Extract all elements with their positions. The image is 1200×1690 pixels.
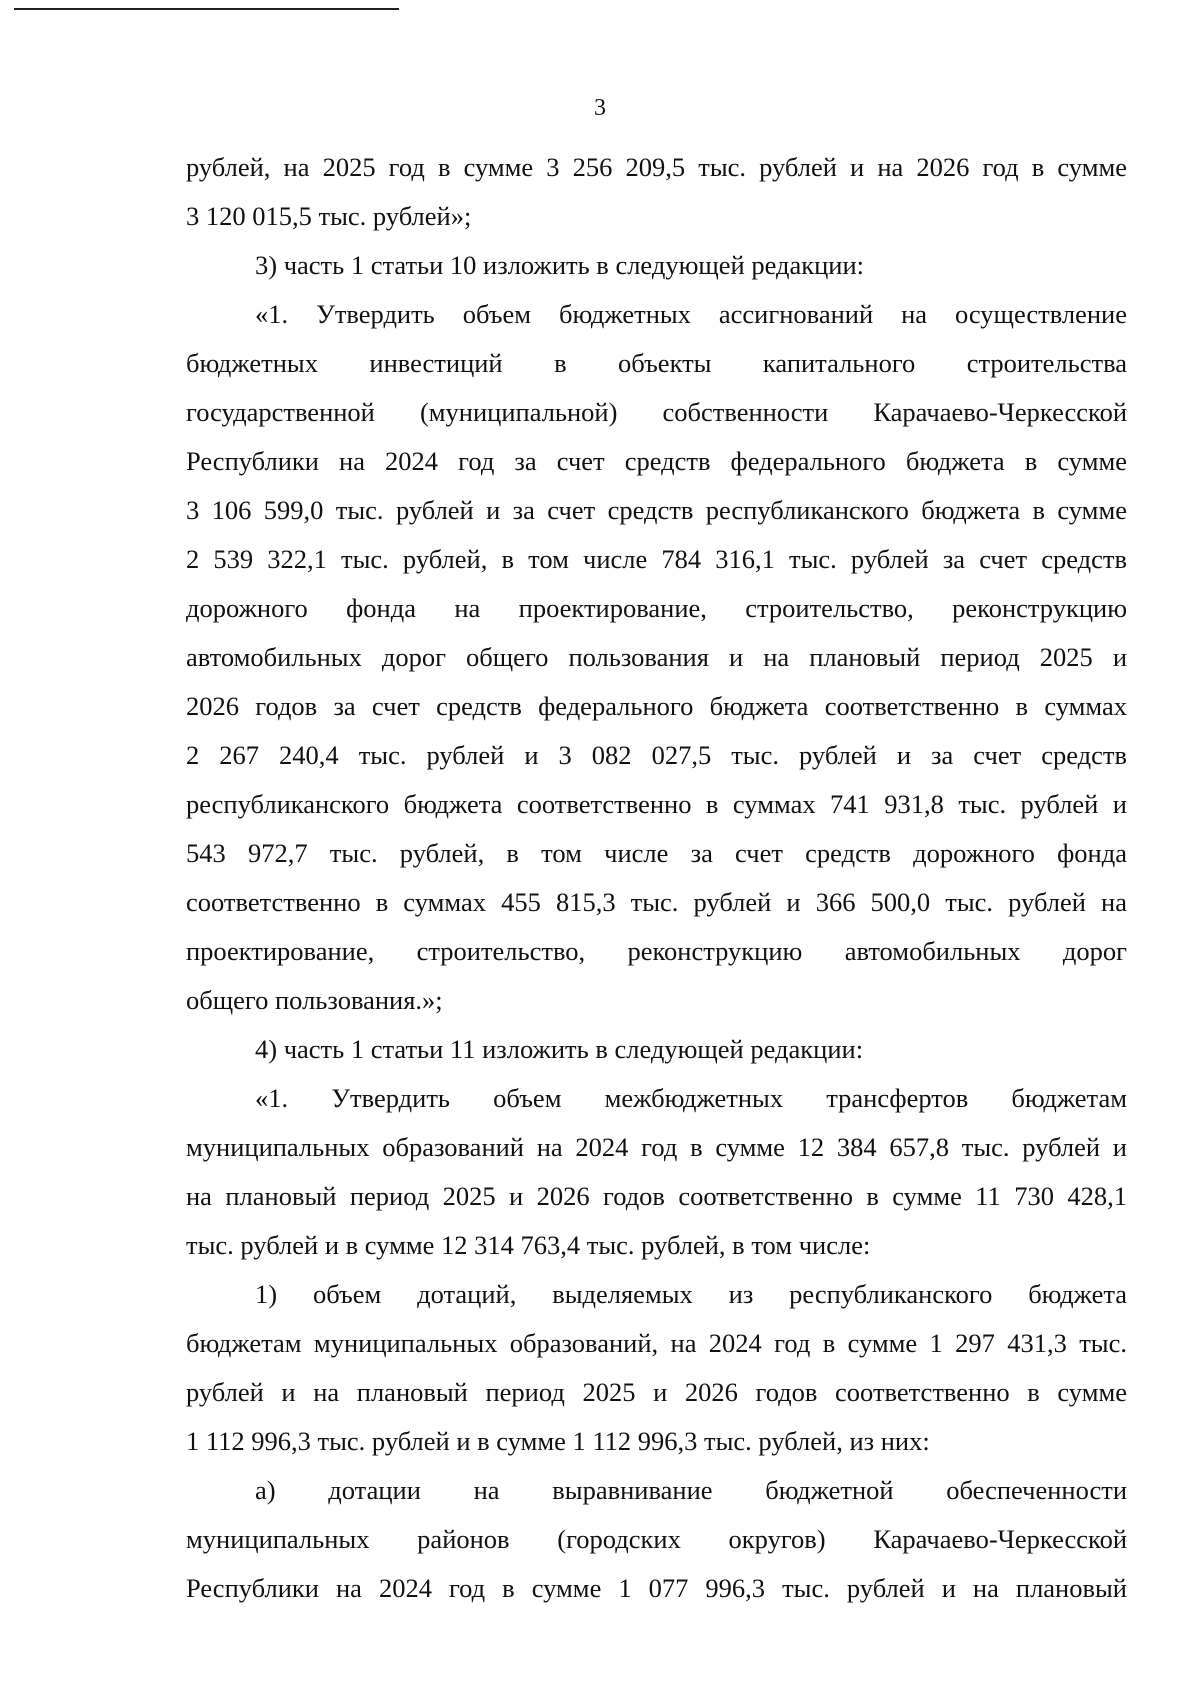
text-line: муниципальных районов (городских округов) Карачаево-Черкесской: [186, 1524, 1127, 1554]
text-line: государственной (муниципальной) собственности Карачаево-Черкесской: [186, 397, 1127, 427]
text-line: Республики на 2024 год в сумме 1 077 996,3 тыс. рублей и на плановый: [186, 1573, 1127, 1603]
text-line: 4) часть 1 статьи 11 изложить в следующей редакции:: [255, 1034, 864, 1064]
top-rule-line: [14, 8, 399, 10]
text-line: соответственно в суммах 455 815,3 тыс. рублей и 366 500,0 тыс. рублей на: [186, 887, 1127, 917]
text-line: рублей и на плановый период 2025 и 2026 годов соответственно в сумме: [186, 1377, 1127, 1407]
document-body: [186, 152, 1127, 1622]
text-line: на плановый период 2025 и 2026 годов соответственно в сумме 11 730 428,1: [186, 1181, 1127, 1211]
text-line: Республики на 2024 год за счет средств федерального бюджета в сумме: [186, 446, 1127, 476]
text-line: 2 539 322,1 тыс. рублей, в том числе 784 316,1 тыс. рублей за счет средств: [186, 544, 1127, 574]
text-line: республиканского бюджета соответственно в суммах 741 931,8 тыс. рублей и: [186, 789, 1127, 819]
text-line: «1. Утвердить объем межбюджетных трансфертов бюджетам: [255, 1083, 1127, 1113]
text-line: 1) объем дотаций, выделяемых из республиканского бюджета: [255, 1279, 1127, 1309]
text-line: 2026 годов за счет средств федерального бюджета соответственно в суммах: [186, 691, 1127, 721]
text-line: а) дотации на выравнивание бюджетной обеспеченности: [255, 1475, 1127, 1505]
text-line: рублей, на 2025 год в сумме 3 256 209,5 тыс. рублей и на 2026 год в сумме: [186, 152, 1127, 182]
text-line: 3 120 015,5 тыс. рублей»;: [186, 201, 472, 231]
text-line: общего пользования.»;: [186, 985, 443, 1015]
text-line: «1. Утвердить объем бюджетных ассигнований на осуществление: [255, 299, 1127, 329]
text-line: дорожного фонда на проектирование, строительство, реконструкцию: [186, 593, 1127, 623]
text-line: 3) часть 1 статьи 10 изложить в следующей редакции:: [255, 250, 865, 280]
text-line: проектирование, строительство, реконструкцию автомобильных дорог: [186, 936, 1127, 966]
text-line: 543 972,7 тыс. рублей, в том числе за счет средств дорожного фонда: [186, 838, 1127, 868]
text-line: 3 106 599,0 тыс. рублей и за счет средств республиканского бюджета в сумме: [186, 495, 1127, 525]
text-line: 2 267 240,4 тыс. рублей и 3 082 027,5 тыс. рублей и за счет средств: [186, 740, 1127, 770]
text-line: тыс. рублей и в сумме 12 314 763,4 тыс. рублей, в том числе:: [186, 1230, 871, 1260]
text-line: бюджетам муниципальных образований, на 2024 год в сумме 1 297 431,3 тыс.: [186, 1328, 1127, 1358]
text-line: автомобильных дорог общего пользования и на плановый период 2025 и: [186, 642, 1127, 672]
page-number: 3: [594, 95, 606, 121]
text-line: 1 112 996,3 тыс. рублей и в сумме 1 112 996,3 тыс. рублей, из них:: [186, 1426, 930, 1456]
text-line: муниципальных образований на 2024 год в сумме 12 384 657,8 тыс. рублей и: [186, 1132, 1127, 1162]
text-line: бюджетных инвестиций в объекты капитального строительства: [186, 348, 1127, 378]
